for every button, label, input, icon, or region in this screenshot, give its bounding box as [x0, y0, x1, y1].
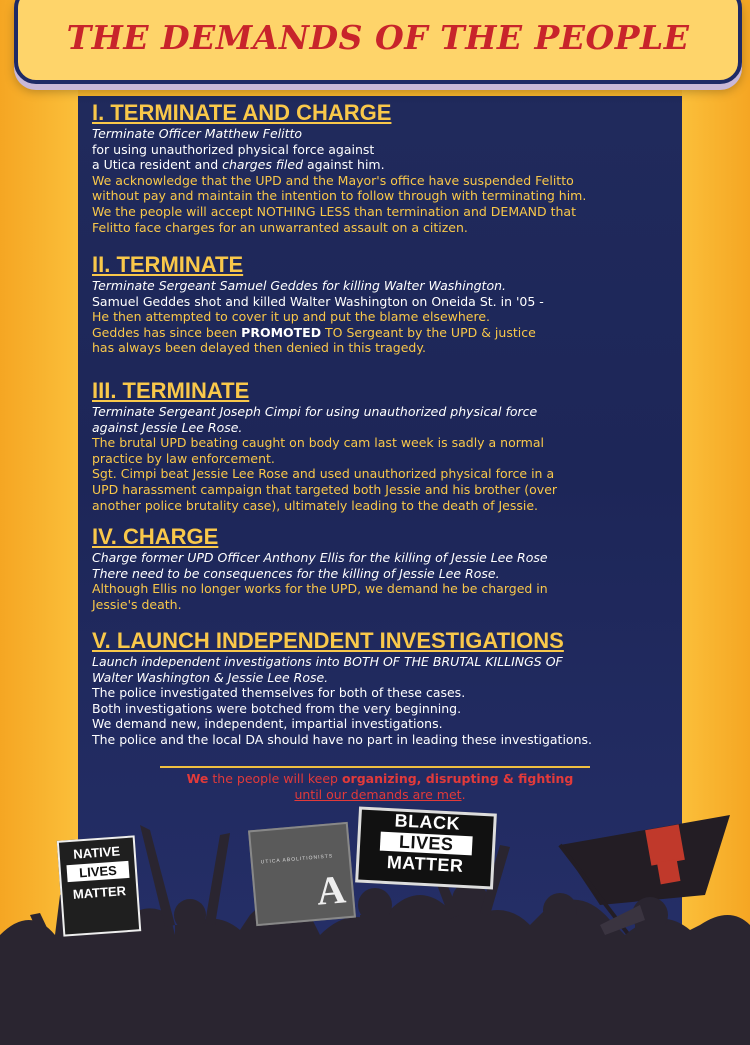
demand-line — [92, 654, 592, 670]
text-segment: without pay and maintain the intention to follow through with terminating him. — [92, 188, 587, 204]
text-segment: Terminate Sergeant Joseph Cimpi for using unauthorized physical force — [92, 404, 538, 419]
sign-text: MATTER — [72, 883, 127, 902]
demand-line — [92, 309, 544, 325]
text-segment: Terminate Officer Matthew Felitto — [92, 126, 303, 141]
sign-text: MATTER — [386, 851, 464, 876]
text-segment: There need to be consequences for the killing of Jessie Lee Rose. — [92, 565, 500, 581]
sign-logo-letter: A — [314, 866, 348, 914]
sign-text: LIVES — [66, 861, 129, 882]
demand-section — [92, 100, 586, 235]
demand-line — [92, 732, 592, 748]
page-title: THE DEMANDS OF THE PEOPLE — [66, 18, 690, 57]
demand-line — [92, 142, 586, 158]
text-segment: has always been delayed then denied in this tragedy. — [92, 340, 426, 356]
demand-line — [92, 466, 557, 482]
slogan-segment: organizing, disrupting & fighting — [341, 771, 574, 786]
slogan-segment: We — [186, 771, 209, 786]
demand-line — [92, 325, 544, 341]
demand-line — [92, 435, 557, 451]
text-segment: practice by law enforcement. — [92, 450, 275, 466]
native-lives-matter-sign — [57, 835, 142, 936]
demand-section — [92, 378, 557, 513]
demand-heading: IV. CHARGE — [92, 524, 219, 549]
text-segment: We acknowledge that the UPD and the Mayor's office have suspended Felitto — [92, 172, 574, 188]
protest-flag-icon — [560, 815, 730, 905]
text-segment: Sgt. Cimpi beat Jessie Lee Rose and used unauthorized physical force in a — [92, 466, 555, 482]
text-segment: another police brutality case), ultimately leading to the death of Jessie. — [92, 497, 539, 513]
text-segment: against him. — [303, 157, 385, 173]
text-segment: Walter Washington & Jessie Lee Rose. — [92, 669, 329, 685]
demand-line — [92, 701, 592, 717]
demand-heading: II. TERMINATE — [92, 252, 244, 277]
demand-line — [92, 716, 592, 732]
demand-line — [92, 498, 557, 514]
text-segment: a Utica resident and — [92, 157, 223, 173]
demand-section — [92, 252, 544, 356]
utica-abolitionists-sign — [248, 822, 356, 926]
sign-text: LIVES — [380, 832, 473, 856]
slogan-segment: the people will keep — [208, 771, 342, 786]
text-segment: He then attempted to cover it up and put the blame elsewhere. — [92, 309, 491, 325]
slogan-segment: . — [461, 786, 466, 802]
demand-line — [92, 204, 586, 220]
demand-line — [92, 404, 557, 420]
demand-line — [92, 581, 548, 597]
demand-line — [92, 188, 586, 204]
text-segment: Geddes has since been — [92, 324, 242, 340]
sign-text: BLACK — [394, 810, 461, 834]
demand-line — [92, 340, 544, 356]
demand-line — [92, 482, 557, 498]
sign-text: NATIVE — [72, 843, 121, 862]
text-segment: Although Ellis no longer works for the UPD, we demand he be charged in — [92, 581, 548, 597]
title-banner — [14, 0, 742, 84]
text-segment: The police investigated themselves for both of these cases. — [92, 685, 466, 701]
demand-heading: III. TERMINATE — [92, 378, 250, 403]
demand-line — [92, 566, 548, 582]
demand-line — [92, 670, 592, 686]
black-lives-matter-sign — [355, 806, 497, 889]
demand-section — [92, 524, 548, 612]
text-segment: The police and the local DA should have no part in leading these investigations. — [92, 731, 592, 747]
sign-text: UTICA ABOLITIONISTS — [260, 853, 334, 866]
demand-line — [92, 173, 586, 189]
text-segment: PROMOTED — [241, 324, 322, 340]
text-segment: Jessie's death. — [92, 596, 182, 612]
demand-line — [92, 451, 557, 467]
text-segment: The brutal UPD beating caught on body cam last week is sadly a normal — [92, 435, 544, 451]
text-segment: We demand new, independent, impartial investigations. — [92, 716, 443, 732]
text-segment: charges filed — [222, 157, 304, 173]
text-segment: Felitto face charges for an unwarranted assault on a citizen. — [92, 219, 468, 235]
text-segment: TO Sergeant by the UPD & justice — [321, 324, 536, 340]
demand-line — [92, 126, 586, 142]
demand-line — [92, 685, 592, 701]
slogan-divider — [160, 766, 590, 768]
demand-section — [92, 628, 592, 748]
demand-line — [92, 420, 557, 436]
demand-line — [92, 278, 544, 294]
text-segment: Both investigations were botched from the very beginning. — [92, 700, 462, 716]
text-segment: against Jessie Lee Rose. — [92, 419, 243, 435]
demand-line — [92, 220, 586, 236]
text-segment: Samuel Geddes shot and killed Walter Washington on Oneida St. in '05 - — [92, 293, 544, 309]
demand-heading: I. TERMINATE AND CHARGE — [92, 100, 392, 125]
demand-heading: V. LAUNCH INDEPENDENT INVESTIGATIONS — [92, 628, 564, 653]
text-segment: Launch independent investigations into BOTH OF THE BRUTAL KILLINGS OF — [92, 654, 563, 669]
slogan-segment: until our demands are met — [294, 786, 462, 802]
demand-line — [92, 597, 548, 613]
text-segment: UPD harassment campaign that targeted both Jessie and his brother (over — [92, 481, 558, 497]
demand-line — [92, 294, 544, 310]
demand-line — [92, 550, 548, 566]
text-segment: for using unauthorized physical force against — [92, 141, 375, 157]
text-segment: Charge former UPD Officer Anthony Ellis for the killing of Jessie Lee Rose — [92, 550, 548, 565]
text-segment: Terminate Sergeant Samuel Geddes for killing Walter Washington. — [92, 278, 506, 293]
text-segment: We the people will accept NOTHING LESS than termination and DEMAND that — [92, 203, 576, 219]
demand-line — [92, 157, 586, 173]
